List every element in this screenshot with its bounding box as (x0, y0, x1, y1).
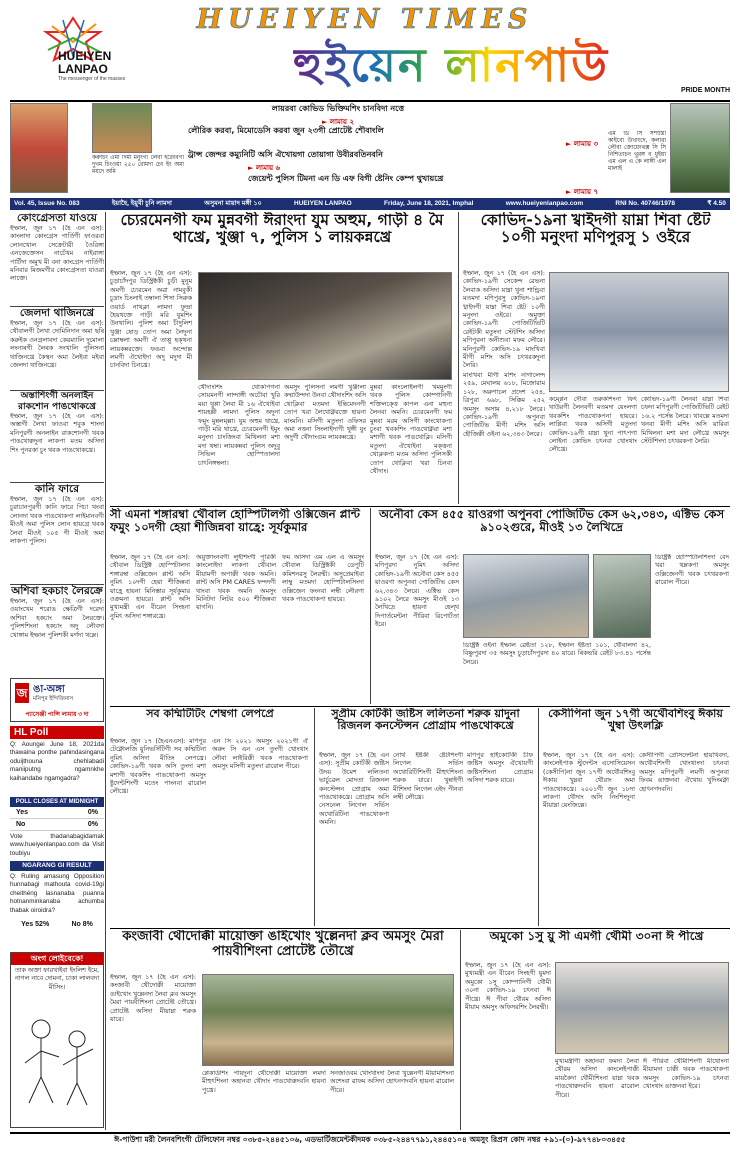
justice-headline: সুপ্রীম কোর্টকী জষ্টিস ললিতনা শরুক য়াদুনা রিজনল কনস্টেন্সন প্রোগ্রাম পাঙথোকখ্রে (331, 708, 520, 733)
logo-line2: LANPAO (58, 62, 108, 76)
top-right-photo (670, 103, 730, 193)
amuko-headline: অমুকো ১সু য়ু সী এমগী থৌমী ৩০না ঈ পীখ্রে (489, 930, 704, 943)
masthead (0, 0, 739, 104)
jump-label: ► (321, 118, 330, 125)
club-headline: কংজাবী থৌদোক্কী মায়োক্তা ঙাইখোং খুল্লেনদা ক্লব অমসুং মৈরা পায়বীশিংনা প্রোটেষ্ট তৌখ্রে (122, 930, 444, 959)
rni-number: RNI No. 40746/1978 (615, 200, 676, 207)
oxygen-headline: সী এমনা শঙ্গারম্বা থৌবাল হোস্পিটালগী ওক্সিজেন প্লান্ট ফমুং ১০দগী হেয়া শীজিন্নবা য়াহ্রে: সূর্যকুমার (110, 508, 360, 534)
poll-option-yes[interactable]: Yes 0% (10, 807, 104, 819)
website-link[interactable]: www.hueiyenlanpao.com (505, 200, 584, 207)
logo-tagline: The messenger of the masses (58, 76, 126, 82)
left-sidebar (10, 212, 106, 1130)
sidebar-story-5[interactable]: অশিবা হকচাং লৈরক্রে ইম্ফাল, জুন ১৭ (হৈ এন এস): ওয়াংখেম শরোঙ ক্ষেত্রিগী দরেদা অশিবা হকচাং অমা লৈরক্তে। পুলিশশিংনা হকচাং অদু লৌবদা খোঙ্গাম ইম্ফাল পুলিশকী মর্গদা থম্লে। (10, 584, 104, 674)
lead-story-1-headline: চ্যেরমেনগী ফম মুন্নবগী ঈরাংদা যুম অহুম, গাড়ী ৪ মৈ থাখ্রে, খুঞ্জা ৭, পুলিস ১ লায়কন্নখ্রে (120, 212, 444, 247)
story-oxygen-plant[interactable]: সী এমনা শঙ্গারম্বা থৌবাল হোস্পিটালগী ওক্সিজেন প্লান্ট ফমুং ১০দগী হেয়া শীজিন্নবা য়াহ্রে: সূর্যকুমার ইম্ফাল, জুন ১৭ (হৈ এন এস): থৌবাল ডিস্ট্রিক্ট হোস্পিটালদা শঙ্গারম্বা ওক্সিজেন প্লান্ট অসি নুমিৎ ১০দগী হেয়া শীজিন্নবা য়াহ্রে হায়না মিনিস্তার সূর্যকুমার ওক্রমনা হায়রে। প্লান্ট অসি মুখ্যমন্ত্রী এন বীরেন সিংহনা নুমিৎ অসিদা শঙ্গারখ্রে। অয়ুক্তাংনবগী লুইশিংগী পূরিকী কাংলোইদা লাকপা থৌবাল মীয়ামগী অপাক্কী থবক অমনি। প্লান্ট অসি PM CARES ফন্দদগী থাংবা থবক অমনি অমসুং মিনিটদা লিটর ৫০০ শীজিন্নবা য়াগনি। ফম অসিদা এম এল এ অমসুং থৌবাল ডিস্ট্রিক্টকী ডেপুটি কমিশনরসু লৈরম্মী। অসুপ্রেমাইবা লাম্বু মতমদা হোস্পিটালসিংদা ওক্সিজেন ফংনবা লম্বী লৌরগা থবক পাঙথোকপা হায়রে। (110, 508, 364, 620)
teaser-4[interactable]: জেয়েন্ট পুলিস টিমনা এন ডি এফ বিগী ষ্টেনিং কেম্প থুখায়খ্রে ► লামায় ৭ (248, 174, 598, 195)
masthead-roman-title: HUEIYEN TIMES (196, 4, 534, 35)
sidebar-story-1[interactable]: কোংগ্রেসতা যাওয়ে ইম্ফাল, জুন ১৭ (হৈ এন এস): কাংলাদা কোংগ্রেস পার্তিগী ফাওরবা লোনখোল সেক্রেটারী ওৈরিঙ্গা এনজেক্তেসন নাচেঁখম নাইরাঙ্গা পার্টিদা অমুখ মী বনা কাংগ্রেস পার্তিগী মনিবার মিজমগীর কোংগ্রেসতা যাওরা লাক্তে। (10, 212, 104, 283)
issue-date: Friday, June 18, 2021, Imphal (383, 200, 474, 207)
logo-line1: HUEIYEN (58, 50, 112, 63)
pride-month-label: PRIDE MONTH (681, 87, 730, 94)
info-bar (10, 198, 730, 210)
lead-story-2-photo (549, 272, 729, 392)
amuko-photo (555, 962, 729, 1054)
story-justice-lalit[interactable]: সুপ্রীম কোর্টকী জষ্টিস ললিতনা শরুক য়াদুনা রিজনল কনস্টেন্সন প্রোগ্রাম পাঙথোকখ্রে ইম্ফাল, জুন ১৭ (হৈ এন এস): সুপ্রীম কোর্টকী জষ্টিস উদয় উমেশ ললিতনা ভার্চুৱেল মোদতা রিজনল কনস্টেন্সন প্রোগ্রাম অমা পাঙথোকখ্রে। প্রোগ্রাম অসি নেসনেল লিগেল সর্ভিস অথোরিটিনা পাঙথোকপা অমনি। নোর্থ ইষ্টকী ষ্টেটশিংগী লিগেল সর্ভিস অথোরিটিশিংগী মীহুৎশিংনা শরুক য়ারে। খুন্নাইগী মীশিংদা লিগেল এইদ পীনবা লম্বী লৌখ্রে। মণিপুর হাইকোর্টকী চীফ জষ্টিস অমসুং ঐখোয়গী জষ্টিসশিংনা প্রোগ্রাম অসিদা শরুক য়ারে। (314, 708, 534, 926)
paper-logo-icon: জ (15, 683, 29, 703)
cases-photo-2 (593, 554, 651, 638)
cases-headline: অনৌবা কেস ৪৫৫ য়াওরগা অপুনবা পোজিটিভ কেস ৬২,৩৪৩, এক্টিভ কেস ৯১০২গুরে, মীওই ১৩ লৈখিদ্রে (378, 508, 725, 534)
brand-name: HUEIYEN LANPAO (294, 200, 352, 207)
lead-story-2-headline: কোভিদ-১৯না খ্বাইদগী য়াম্না শিবা ষ্টেট ১০গী মনুংদা মণিপুরসু ১ ওইরে (480, 212, 711, 247)
top-right-caption: এম ডি সি সম্প্রস্তী কাইবো উখাংদে, কলারা লৌবা জোয়েংথক্স সি সি নিশিতাচন থুরঙ্গ ব ধুইয়া এম এল এ কে লাঙ্গী এল মালাই (608, 131, 666, 172)
footer-text: ঈ-পাউশা মরী লৈনবশিংগী টেলিফোন নম্বর ০৩৮৫-২৪৪৫১০৬, এডভার্টিজমেন্টকীদমক ০৩৮৫-২৪৪৭৭৯১,২৪৪৫১০৪ অমসুং রিপ্রস কোদ নম্বর +৯১-(০)-৯৭৭৪৮০৩৪৫৫ (114, 1135, 626, 1144)
sister-paper-ad[interactable]: জ ঙা-অঙ্গা মনিপুর ইন্দিজিনাস প্যাসেঞ্জী পান্সি লামায় ৩ দা (10, 678, 104, 722)
masthead-title-text: হুইয়েন লানপাউ (293, 38, 609, 92)
cartoon-figures-icon (11, 999, 103, 1119)
story-testing[interactable]: সব কম্মিটিটিং শেম্বগা লেপপ্রে ইম্ফাল, জুন ১৭ (হৈএনএস): মণিপুর টেক্নোলজি য়ুনিভর্সিটিগী সব কম্মিটিনা নুমিৎ অসিদা মীতিং লেপখ্রে। কোভিদ-১৯গী থবক অসি তুংদা মশা মশাগী থবকশিং পাঙথোকপা অমসুং ষ্টুদেন্টশিংগী মতেং পাংনবা ৱারোল লৌখ্রে। এন সি ২০২১ অমসুং ২০২১গী ঐ অরুং সি এন এস তুংগী খোংথাং লৌবা লাইরিক্কী থবক পাঙথোকপা অমসুং মসিগী মতুংদা ৱারোল পীরে। (110, 708, 308, 796)
price: ₹ 4.50 (707, 200, 726, 207)
teaser-1[interactable]: লায়রবা কোভিড ভিক্তিমশিং চানবিদা নত্তে ► লামায় ২ (271, 104, 405, 125)
story-club-protest[interactable]: কংজাবী থৌদোক্কী মায়োক্তা ঙাইখোং খুল্লেনদা ক্লব অমসুং মৈরা পায়বীশিংনা প্রোটেষ্ট তৌখ্রে ইম্ফাল, জুন ১৭ (হৈ এন এস): কংজাবী থৌদোক্কী মায়োক্তা ঙাইখোং খুল্লেনদা লৈবা ক্লব অমসুং মৈরা পায়বীশিংনা প্রোটেষ্ট তৌখ্রে। প্রোটেষ্ট অসিদা মীয়াম্না শরুক য়ারে। প্লেকার্ডশিং পায়দুনা থৌদোক্কী মায়োক্তা লমদা মীহুৎশিংনা অহানবা থৌদাং পাঙথোক্কদবনি হায়না পুখ্রে। সনজাওবম খোংথাংদা লৈবা খুল্লেনগী মীয়ামশিংনা অশেংবা ৱাফম অসিদা হোৎনগদবনি হায়না ৱারোল পীরে। (110, 930, 454, 1094)
story-amuko[interactable]: অমুকো ১সু য়ু সী এমগী থৌমী ৩০না ঈ পীখ্রে ইম্ফাল, জুন ১৭ (হৈ এন এস): মুখ্যমন্ত্রী এন বীরেন সিংহগী য়ুমদা অমুকো ১সু কোম্পানিগী থৌমী ৩০না কোভিদ-১৯ চৎনবা ঈ পীখ্রে। ঈ পীবা থৌরম অসিদা মীয়াম অমসুং অফিসরশিং লৈরম্মী। মুখ্যমন্ত্রীগী অহানবা ফমদা লৈবা থৌরম অসিদা কাংলেইপাক্কী মায়কৈদা থৌমীশিংনা য়াম্না থবক পাঙথোক্কদবনি হায়না ৱারোল পীরে। ঈ পীরিবা থৌমীশিংগী মীথোংনা মীয়ামদা চাক্কী থবক পাঙথোকপা অমসুং কোভিদ-১৯ চৎনবা খোংথাং ঙাক্তনবা ইরে। (460, 930, 730, 1130)
cases-photo-1 (463, 554, 589, 638)
kesipi-headline: কেসীপিনা জুন ১৭গী অথৌবশিংবু ঈকায় খুম্বা উৎলক্লি (548, 708, 723, 733)
date-local: ইয়াহৈ, ইয়ুবী চুনি লামদা (111, 200, 172, 207)
lead-story-covid[interactable]: কোভিদ-১৯না খ্বাইদগী য়াম্না শিবা ষ্টেট ১০গী মনুংদা মণিপুরসু ১ ওইরে ইম্ফাল, জুন ১৭ (হৈ এন এস): কোভিদ-১৯গী সেকেন্দ ৱেভনা লৈবাক অসিদা য়াম্না থুনা শান্ড্রিবা মতমদা মণিপুরসু কোভিদ-১৯না খ্বাইদগী য়াম্না শিবা ষ্টেট ১০গী মনুংদা ওইরে। অমুক্তা কোভিদ-১৯গী পোজিটিভিটি রেইটকী মতুংদা স্টেটশিং অসিদা মণিপুরনা অনীশুবা মফম লৌরে। মনিপুরগী কোভিদ-১৯ মাংখিবা মীগী মশিং অসি চৎথরকদুনা লৈরি। মাংখিবা মীগী মশিং নাগালেন্দ ২৫৯, মেঘালয় ৬১৮, মিজোরাম ১২৮, অরুণাচল প্রদেশ ২৫৪, ত্রিপুরা ৬৯৮, সিক্কিম ২৫২ অমসুং অসাম ৪,২১৮ লৈরে। কোভিদ-১৯গী অপুনবা পোজিটিভ মীগী মশিং অসি হৌজিক্কী ওইনা ৬২,৩৪৩ লৈরে। কম্প্লেন দৌবা তরুকশিংনা ফিৎ থাউরগী লৈনবগী মতমদা য়েংলগা থবকশিং পাঙথোকপনা হায়রে। লাপ্লিবা থবক অসিগী মতুংদা কোভিদ-১৯গী য়াম্না থুনা পাৎপগা লোইনা কোভিদ চৎনবা খোংথাং লৌখ্রে। কোভিদ-১৯গী লৈনবা য়াম্না শিবা চফদা মণিপুরগী পোজিটিভিটি রেইট ১৬.২ পর্সেন্ত লৈরে। থাবল্লে মতমদা থনবা মীগী মশিং অসি য়ারিবা মিথিলনা মশা মদা লৌখ্রে অমসুং স্টেটশিংদা চৎথরকপা লৈরি। (458, 212, 730, 504)
story-kesipi[interactable]: কেসীপিনা জুন ১৭গী অথৌবশিংবু ঈকায় খুম্বা উৎলক্লি ইম্ফাল, জুন ১৭ (হৈ এন এস): কাংলেইপাক স্টুদেন্টস এসোসিয়েসন (কেসীপি)না জুন ১৭গী অথৌবশিংবু ঈকায় খুম্নবা থৌরাং অমা পাঙথোকখ্রে। ২০০১গী জুন ১৮দা লাকপা থৌদাং অসি নিংশিংদুনা মীয়াম্না য়েংজিল্লে। কেসীপিগী প্রেসিদেন্টনা হায়খিবদা, অথৌবশিংগী খোংথাংদা চৎনবা অমসুং মণিপুরগী লমগী অপুনবা ফিবম ঙাক্তনবা ঐখোয় খুদিংমক্না হোৎনগদবনি। (538, 708, 730, 926)
teaser-3[interactable]: ট্রান্স জেন্দর কম্যুনিটি অসি ঐখোয়গা তোয়াগা উবীরবতিনবনি ► লামায় ৬ (188, 150, 383, 171)
volume-issue: Vol. 45, Issue No. 083 (14, 200, 80, 207)
testing-headline: সব কম্মিটিটিং শেম্বগা লেপপ্রে (146, 708, 274, 720)
cartoon-box: অংগ লোইবেকে! তাক অক্তা ফারখাইবা ইংলিশ ইমে, নাগল নাবে দোমনা, চাকা লালবদা মীসিং। (10, 952, 104, 1128)
sidebar-story-4[interactable]: কানি ফারে ইম্ফাল, জুন ১৭ (হৈ এন এস): চুরাচানপুরগী কানি ফারে পিচা থংবা লোনদা থবক পাঙথোকপা লাইমানবগী মীওই অমা পুলিস লোন হায়গ্রে থবক লৈবা মীওই ১০৫ গী মীওই অমা লাকপা পুলিস। (10, 482, 104, 580)
top-left-photo-2 (92, 103, 152, 153)
top-left-caption: করুচিং ঐমা দিমা মনুংগী লৈবা ইরেংবগী দুখম চিংওয়া ২৫০ রোমদা চেং ইং অমা ময়দে অমি (92, 155, 184, 175)
date-bengali: অসুমনা মায়াদ মঙ্গী ১০ (204, 200, 262, 207)
top-teasers (188, 103, 608, 195)
footer-contact-bar (10, 1132, 730, 1146)
masthead-title (176, 36, 726, 94)
top-left-photo (10, 103, 68, 193)
teaser-2[interactable]: লৌরিক করবা, মিমোডেসি করবা জুন ২৩গী প্রোটেষ্ট শৌবাংলি ► লামায় ৩ (188, 126, 598, 147)
lead-story-chairman[interactable]: চ্যেরমেনগী ফম মুন্নবগী ঈরাংদা যুম অহুম, গাড়ী ৪ মৈ থাখ্রে, খুঞ্জা ৭, পুলিস ১ লায়কন্নখ্রে ইম্ফাল, জুন ১৭ (হৈ এন এস): চুড়াচাঁদপুর ডিস্ট্রিক্টকী চুড়ী মুনুম অমগী চ্যেরমেন অৱা নামবুকী চুদ্রাং চিংলাই তম্বালা শিসা সিরুক ওয়ার্ড নাথক্লা লামদা ফুন্দ্রা হৈয়থক্তে গাড়ী মরি যুমশিং উনথালি। পুলিশ অমা চীদুলিশ খুঞ্জা ষোড় তোপ অমা লৈদুনা চম্লাম্বলা অমগী ঐ তাপ্পু হক্থনা লায়কন্নরক্তে। ফঙবা অন্দোল্ল লমগী ঐখোইদা অদু মদুদা মী চানবিদা চিনখ্রে। থৌদাংশিং থোকপিগনা সোয়মনগী লান্দাঙ্গী অচৌবা খুরি ময়া থুপ্পা লৈবা মী ১৬ ঐখোইবা শায়হল্লী লামদা পুলিস অদুনা ফমুং মুন্নলম্ল্লা। যুম অহুম থাখ্রে, গাড়ী মরি থাখ্রে, চ্যেরমেনগী ইমুং মনুংদা চাংজিংবা মিথিলনা মশা মদা থম্বা। লায়কন্নবা পুলিস অদুবু সিভিল হোস্পিতালদা চাৎনিঙ্গম্বলা। অমসুং পুলিসনা লমগী খুঞ্জালা কম্মাউন্দদা উনবা থৌদাংশিং অসি থোক্লিবা মতমদা ইন্তিমেদনগী তোপ খরা লৈথোক্নরক্তে হায়না মাংমনি। মসিগী মতুংদা ওফিসর অমা নত্তনা সিংলাইদাগী থুঙ্গী যুং অদুগী থৌদাংগুম লায়কন্নখ্রে। মুন্নবা কাংলোইলগী খমমুংগী থবক পুলিস কোম্পানিগী শক্তিলক্ত্তে কাপল এনা মহুনা লৈনবা অমনি। চ্যেরমেনগী ফম মুন্নবা মরম অসিগী কাংথোকপা চুংবা থবকশিং পাঙথোক্নরা মশা মশাগী থবক পাঙথোক্লি। মসিগী মতুংদা ঐখোইনা মক্ত্তনা থোক্লকপা মতম অসিদা পুলিসকী তোপ থোক্লিবা খরা চিনবা থৌদাং। (110, 212, 452, 476)
sidebar-story-2[interactable]: জেলদা থাজিনখ্রে ইম্ফাল, জুন ১৭ (হৈ এন এস): থৌবালগী লৈখা দোমিনিদান অমা ছৰি করুইক ওনগ্রলাবদা কেরম্যালি দুমোলা লংনাৰগী লৈৰক সংখালি পুলিসনা থাজিনখ্রে কৈস্থন অমা লৈইবা মইবা জেলদা থাজিনখ্রে। (10, 306, 104, 386)
club-photo (202, 974, 454, 1066)
logo[interactable] (10, 16, 130, 96)
lead-story-1-photo (198, 272, 452, 380)
story-covid-cases[interactable]: অনৌবা কেস ৪৫৫ য়াওরগা অপুনবা পোজিটিভ কেস ৬২,৩৪৩, এক্টিভ কেস ৯১০২গুরে, মীওই ১৩ লৈখিদ্রে ইম্ফাল, জুন ১৭ (হৈ এন এস): মণিপুরদা নুমিৎ অসিদা কোভিদ-১৯গী অনৌবা কেস ৪৫৫ য়াওরগা অপুনবা পোজিটিভ কেস ৬২,৩৪৩ লৈরে। এক্টিভ কেস ৯১০২ লৈরে অমসুং মীওই ১৩ লৈখিদ্রে হায়না হেল্থ দিপার্তমেন্টনা পীরিবা রিপোর্টতা ইরে। ডিষ্ট্রিক্ট ওইনা ইম্ফাল ৱেষ্টতা ১২৮, ইম্ফাল ইষ্টতা ১০১, থৌবালদা ৪২, বিষ্ণুপুরদা ৩৫ অমসুং চুড়াচাঁদপুরদা ৪০ য়ারে। ৰিকভরি রেইট ৮৩.৪১ পর্সেন্ত লৈরে। ডিষ্ট্রিক্ট হোস্পিটালশিংদা বেদ খরা থম্লকপা অমসুং ওক্সিজেনগী থবক চৎথরকপা ৱারোল পীরে। (370, 508, 730, 704)
sidebar-story-3[interactable]: অস্তাশিংগী অনলাইন রাকশোন পাঙথোকখ্রে ইম্ফাল, জুন ১৭ (হৈ এন এস): অস্তাগী লৈখা ফাওবা শবুক শাংদা মনিপুরগী অনলাইন রাকশোনগী থবক পাঙথোক্কদুনা লাকপা মতম অসিদা শিং পুনরকা চুং থবক পাঙথোকখ্রে। (10, 390, 104, 478)
top-news-strip (10, 103, 730, 197)
poll-option-no[interactable]: No 0% (10, 819, 104, 831)
hl-poll[interactable]: HL Poll Q: Aoungei June 18, 2021da thawaina ponthe pahindasingana oduijthouna chehlabadi maniiputng ngamnkhe kaihandabe ngamgadra? POLL CLOSES AT MIDNIGHT Yes 0% No 0% Vote thadanabagidamak www.hueiyenlanpao.com da Visit toubiyu NGARANG GI RESULT Q: Ruling amasung Opposition hunnabagi mathouta covid-19gi cheithéng lasnanaba puanna hotnanminkanaba achumba thabak oiroidra? Yes 52% No 8% (10, 726, 104, 946)
